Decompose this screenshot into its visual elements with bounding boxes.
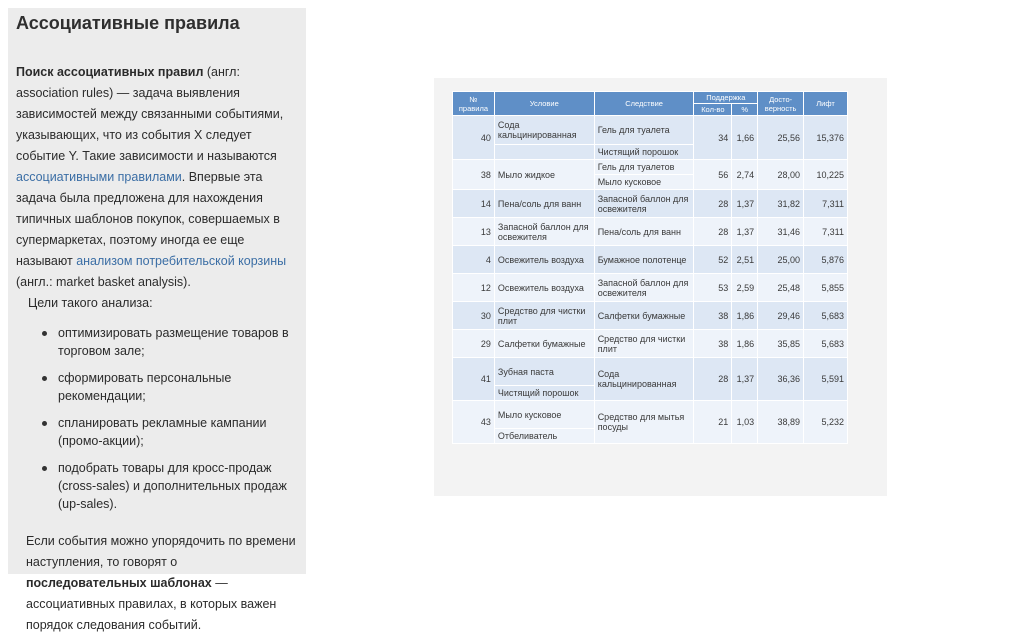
cell-count: 28 [694, 358, 732, 401]
cell-confidence: 25,48 [758, 274, 804, 302]
cell-percent: 1,37 [732, 190, 758, 218]
cell-confidence: 38,89 [758, 401, 804, 444]
header-support: Поддержка [694, 92, 758, 104]
cell-consequence: Пена/соль для ванн [594, 218, 694, 246]
table-row [453, 358, 848, 386]
cell-num: 40 [453, 116, 495, 160]
outro-text-1: Если события можно упорядочить по времени наступления, то говорят о [26, 534, 296, 569]
cell-num: 4 [453, 246, 495, 274]
cell-count: 28 [694, 190, 732, 218]
cell-percent: 2,59 [732, 274, 758, 302]
cell-percent: 1,37 [732, 358, 758, 401]
cell-condition: Мыло жидкое [494, 160, 594, 190]
cell-consequence: Сода кальцинированная [594, 358, 694, 401]
cell-condition: Сода кальцинированная [494, 116, 594, 145]
cell-confidence: 25,00 [758, 246, 804, 274]
cell-confidence: 31,82 [758, 190, 804, 218]
cell-condition: Салфетки бумажные [494, 330, 594, 358]
table-row [453, 302, 848, 330]
goal-text: подобрать товары для кросс-продаж (cross-sales) и дополнительных продаж (up-sales). [58, 461, 287, 511]
header-lift: Лифт [804, 92, 848, 116]
cell-count: 38 [694, 302, 732, 330]
cell-condition: Мыло кусковое [494, 401, 594, 429]
goal-text: спланировать рекламные кампании (промо-акции); [58, 416, 267, 448]
cell-lift: 5,591 [804, 358, 848, 401]
goal-text: сформировать персональные рекомендации; [58, 371, 232, 403]
cell-num: 30 [453, 302, 495, 330]
cell-condition: Средство для чистки плит [494, 302, 594, 330]
goals-title: Цели такого анализа: [28, 296, 153, 310]
cell-confidence: 28,00 [758, 160, 804, 190]
intro-paragraph [16, 62, 298, 293]
cell-lift: 5,232 [804, 401, 848, 444]
cell-count: 38 [694, 330, 732, 358]
cell-count: 28 [694, 218, 732, 246]
cell-consequence: Чистящий порошок [594, 145, 694, 160]
cell-lift: 5,683 [804, 330, 848, 358]
intro-text-1: (англ: association rules) — задача выявления зависимостей между связанными событиями, указывающих, что из события X следует событие Y. Такие зависимости и называются [16, 65, 284, 163]
cell-consequence: Средство для мытья посуды [594, 401, 694, 444]
bullet-icon [42, 421, 47, 426]
table-row [453, 330, 848, 358]
header-consequence: Следствие [594, 92, 694, 116]
cell-consequence: Салфетки бумажные [594, 302, 694, 330]
cell-consequence: Гель для туалетов [594, 160, 694, 175]
cell-count: 21 [694, 401, 732, 444]
intro-term: Поиск ассоциативных правил [16, 65, 204, 79]
outro-text-2: — ассоциативных правилах, в которых важен порядок следования событий. [26, 576, 277, 632]
header-count: Кол-во [694, 104, 732, 116]
text-panel [8, 8, 306, 632]
outro-paragraph [26, 531, 298, 636]
header-num: № правила [453, 92, 495, 116]
cell-num: 29 [453, 330, 495, 358]
cell-count: 34 [694, 116, 732, 160]
list-item [42, 369, 298, 405]
cell-condition: Отбеливатель [494, 429, 594, 444]
cell-lift: 15,376 [804, 116, 848, 160]
page-title: Ассоциативные правила [16, 13, 240, 33]
list-item [42, 324, 298, 360]
table-row [453, 274, 848, 302]
bullet-icon [42, 466, 47, 471]
cell-lift: 7,311 [804, 218, 848, 246]
rules-table-figure [434, 78, 887, 496]
cell-num: 41 [453, 358, 495, 401]
rules-table [452, 91, 848, 444]
bullet-icon [42, 331, 47, 336]
cell-lift: 5,683 [804, 302, 848, 330]
cell-num: 13 [453, 218, 495, 246]
cell-percent: 2,51 [732, 246, 758, 274]
table-row [453, 116, 848, 145]
table-row [453, 401, 848, 429]
cell-num: 38 [453, 160, 495, 190]
cell-count: 52 [694, 246, 732, 274]
header-condition: Условие [494, 92, 594, 116]
intro-text-3: (англ.: market basket analysis). [16, 275, 191, 289]
cell-consequence: Гель для туалета [594, 116, 694, 145]
goals-list [16, 324, 298, 513]
cell-percent: 2,74 [732, 160, 758, 190]
cell-percent: 1,86 [732, 330, 758, 358]
cell-confidence: 36,36 [758, 358, 804, 401]
table-row [453, 190, 848, 218]
intro-text-2: . Впервые эта задача была предложена для нахождения типичных шаблонов покупок, совершаемых в супермаркетах, поэтому иногда ее еще называют [16, 170, 280, 268]
cell-confidence: 31,46 [758, 218, 804, 246]
cell-count: 53 [694, 274, 732, 302]
cell-num: 14 [453, 190, 495, 218]
cell-condition: Зубная паста [494, 358, 594, 386]
cell-condition [494, 145, 594, 160]
cell-condition: Пена/соль для ванн [494, 190, 594, 218]
cell-consequence: Запасной баллон для освежителя [594, 190, 694, 218]
table-row [453, 218, 848, 246]
cell-condition: Освежитель воздуха [494, 246, 594, 274]
cell-confidence: 35,85 [758, 330, 804, 358]
table-row [453, 160, 848, 175]
basket-analysis-link[interactable]: анализом потребительской корзины [76, 254, 287, 268]
cell-consequence: Запасной баллон для освежителя [594, 274, 694, 302]
cell-lift: 5,876 [804, 246, 848, 274]
outro-term: последовательных шаблонах [26, 576, 212, 590]
cell-consequence: Бумажное полотенце [594, 246, 694, 274]
association-rules-link[interactable]: ассоциативными правилами [16, 170, 182, 184]
goal-text: оптимизировать размещение товаров в торговом зале; [58, 326, 289, 358]
list-item [42, 459, 298, 513]
cell-num: 43 [453, 401, 495, 444]
cell-confidence: 29,46 [758, 302, 804, 330]
cell-condition: Освежитель воздуха [494, 274, 594, 302]
cell-condition: Чистящий порошок [494, 386, 594, 401]
header-percent: % [732, 104, 758, 116]
bullet-icon [42, 376, 47, 381]
cell-percent: 1,66 [732, 116, 758, 160]
header-confidence: Досто-верность [758, 92, 804, 116]
cell-lift: 10,225 [804, 160, 848, 190]
cell-count: 56 [694, 160, 732, 190]
table-row [453, 246, 848, 274]
cell-condition: Запасной баллон для освежителя [494, 218, 594, 246]
list-item [42, 414, 298, 450]
cell-lift: 7,311 [804, 190, 848, 218]
cell-consequence: Средство для чистки плит [594, 330, 694, 358]
cell-confidence: 25,56 [758, 116, 804, 160]
cell-num: 12 [453, 274, 495, 302]
cell-consequence: Мыло кусковое [594, 175, 694, 190]
cell-lift: 5,855 [804, 274, 848, 302]
cell-percent: 1,03 [732, 401, 758, 444]
cell-percent: 1,37 [732, 218, 758, 246]
cell-percent: 1,86 [732, 302, 758, 330]
